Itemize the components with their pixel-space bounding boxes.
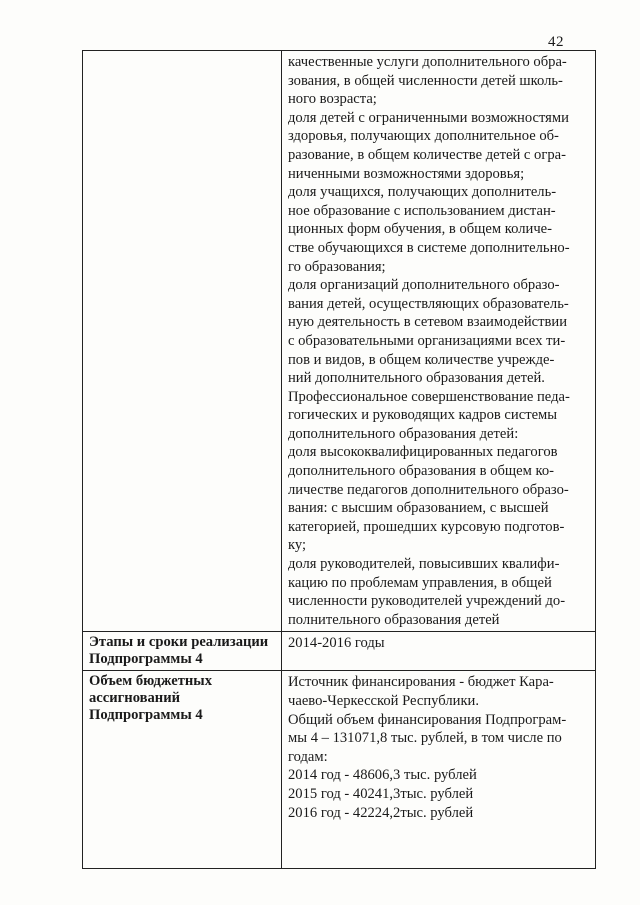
text-line: Общий объем финансирования Подпрограм- [288, 711, 567, 728]
budget-value-cell [282, 671, 596, 869]
text-line: вания: с высшим образованием, с высшей [288, 500, 549, 517]
text-line: ное образование с использованием дистан- [288, 202, 556, 219]
row-label-cell [83, 51, 282, 632]
text-line: категорией, прошедших курсовую подготов- [288, 518, 565, 535]
label-line: Этапы и сроки реализации [89, 634, 269, 651]
text-line: го образования; [288, 258, 386, 275]
text-line: чаево-Черкесской Республики. [288, 693, 479, 709]
table-row [83, 671, 596, 869]
text-line: полнительного образования детей [288, 611, 500, 628]
text-line: 2014 год - 48606,3 тыс. рублей [288, 767, 477, 784]
text-line: здоровья, получающих дополнительное об- [288, 128, 559, 145]
stages-label-cell [83, 632, 282, 671]
text-line: кацию по проблемам управления, в общей [288, 574, 552, 591]
text-line: доля детей с ограниченными возможностями [288, 109, 569, 126]
text-line: разование, в общем количестве детей с огра- [288, 146, 566, 163]
text-line: ниченными возможностями здоровья; [288, 165, 525, 182]
text-line: Профессиональное совершенствование педа- [288, 388, 570, 405]
text-line: ку; [288, 537, 307, 554]
text-line: пов и видов, в общем количестве учрежде- [288, 351, 555, 368]
indicators-cell [282, 51, 596, 632]
label-line: Объем бюджетных [89, 673, 212, 690]
label-line: ассигнований [89, 690, 181, 707]
text-line: годам: [288, 748, 328, 765]
text-line: 2014-2016 годы [288, 635, 385, 652]
text-line: доля высококвалифицированных педагогов [288, 444, 558, 461]
text-line: ний дополнительного образования детей. [288, 370, 545, 387]
text-line: гогических и руководящих кадров системы [288, 407, 558, 424]
text-line: численности руководителей учреждений до- [288, 593, 566, 610]
text-line: ционных форм обучения, в общем количе- [288, 221, 552, 238]
text-line: стве обучающихся в системе дополнительно- [288, 239, 570, 256]
stages-value-cell [282, 632, 596, 671]
text-line: ную деятельность в сетевом взаимодействии [288, 314, 568, 331]
text-line: доля организаций дополнительного образо- [288, 277, 560, 294]
table-row [83, 51, 596, 632]
text-line: личестве педагогов дополнительного образо- [288, 481, 569, 498]
text-line: с образовательными организациями всех ти- [288, 332, 566, 349]
text-line: 2015 год - 40241,3тыс. рублей [288, 785, 474, 802]
label-line: Подпрограммы 4 [89, 651, 203, 668]
text-line: вания детей, осуществляющих образователь- [288, 295, 569, 312]
budget-label-cell [83, 671, 282, 869]
text-line: мы 4 – 131071,8 тыс. рублей, в том числе по [288, 730, 562, 747]
text-line: Источник финансирования - бюджет Кара- [288, 674, 554, 691]
text-line: зования, в общей численности детей школь- [288, 72, 563, 89]
text-line: дополнительного образования в общем ко- [288, 463, 555, 480]
table-row [83, 632, 596, 671]
label-line: Подпрограммы 4 [89, 707, 203, 724]
page-number: 42 [548, 34, 564, 50]
passport-table [82, 50, 596, 869]
text-line: доля руководителей, повысивших квалифи- [288, 556, 560, 573]
text-line: качественные услуги дополнительного обра- [288, 54, 567, 70]
text-line: ного возраста; [288, 91, 377, 108]
text-line: дополнительного образования детей: [288, 425, 519, 442]
text-line: доля учащихся, получающих дополнитель- [288, 184, 557, 201]
text-line: 2016 год - 42224,2тыс. рублей [288, 804, 474, 821]
